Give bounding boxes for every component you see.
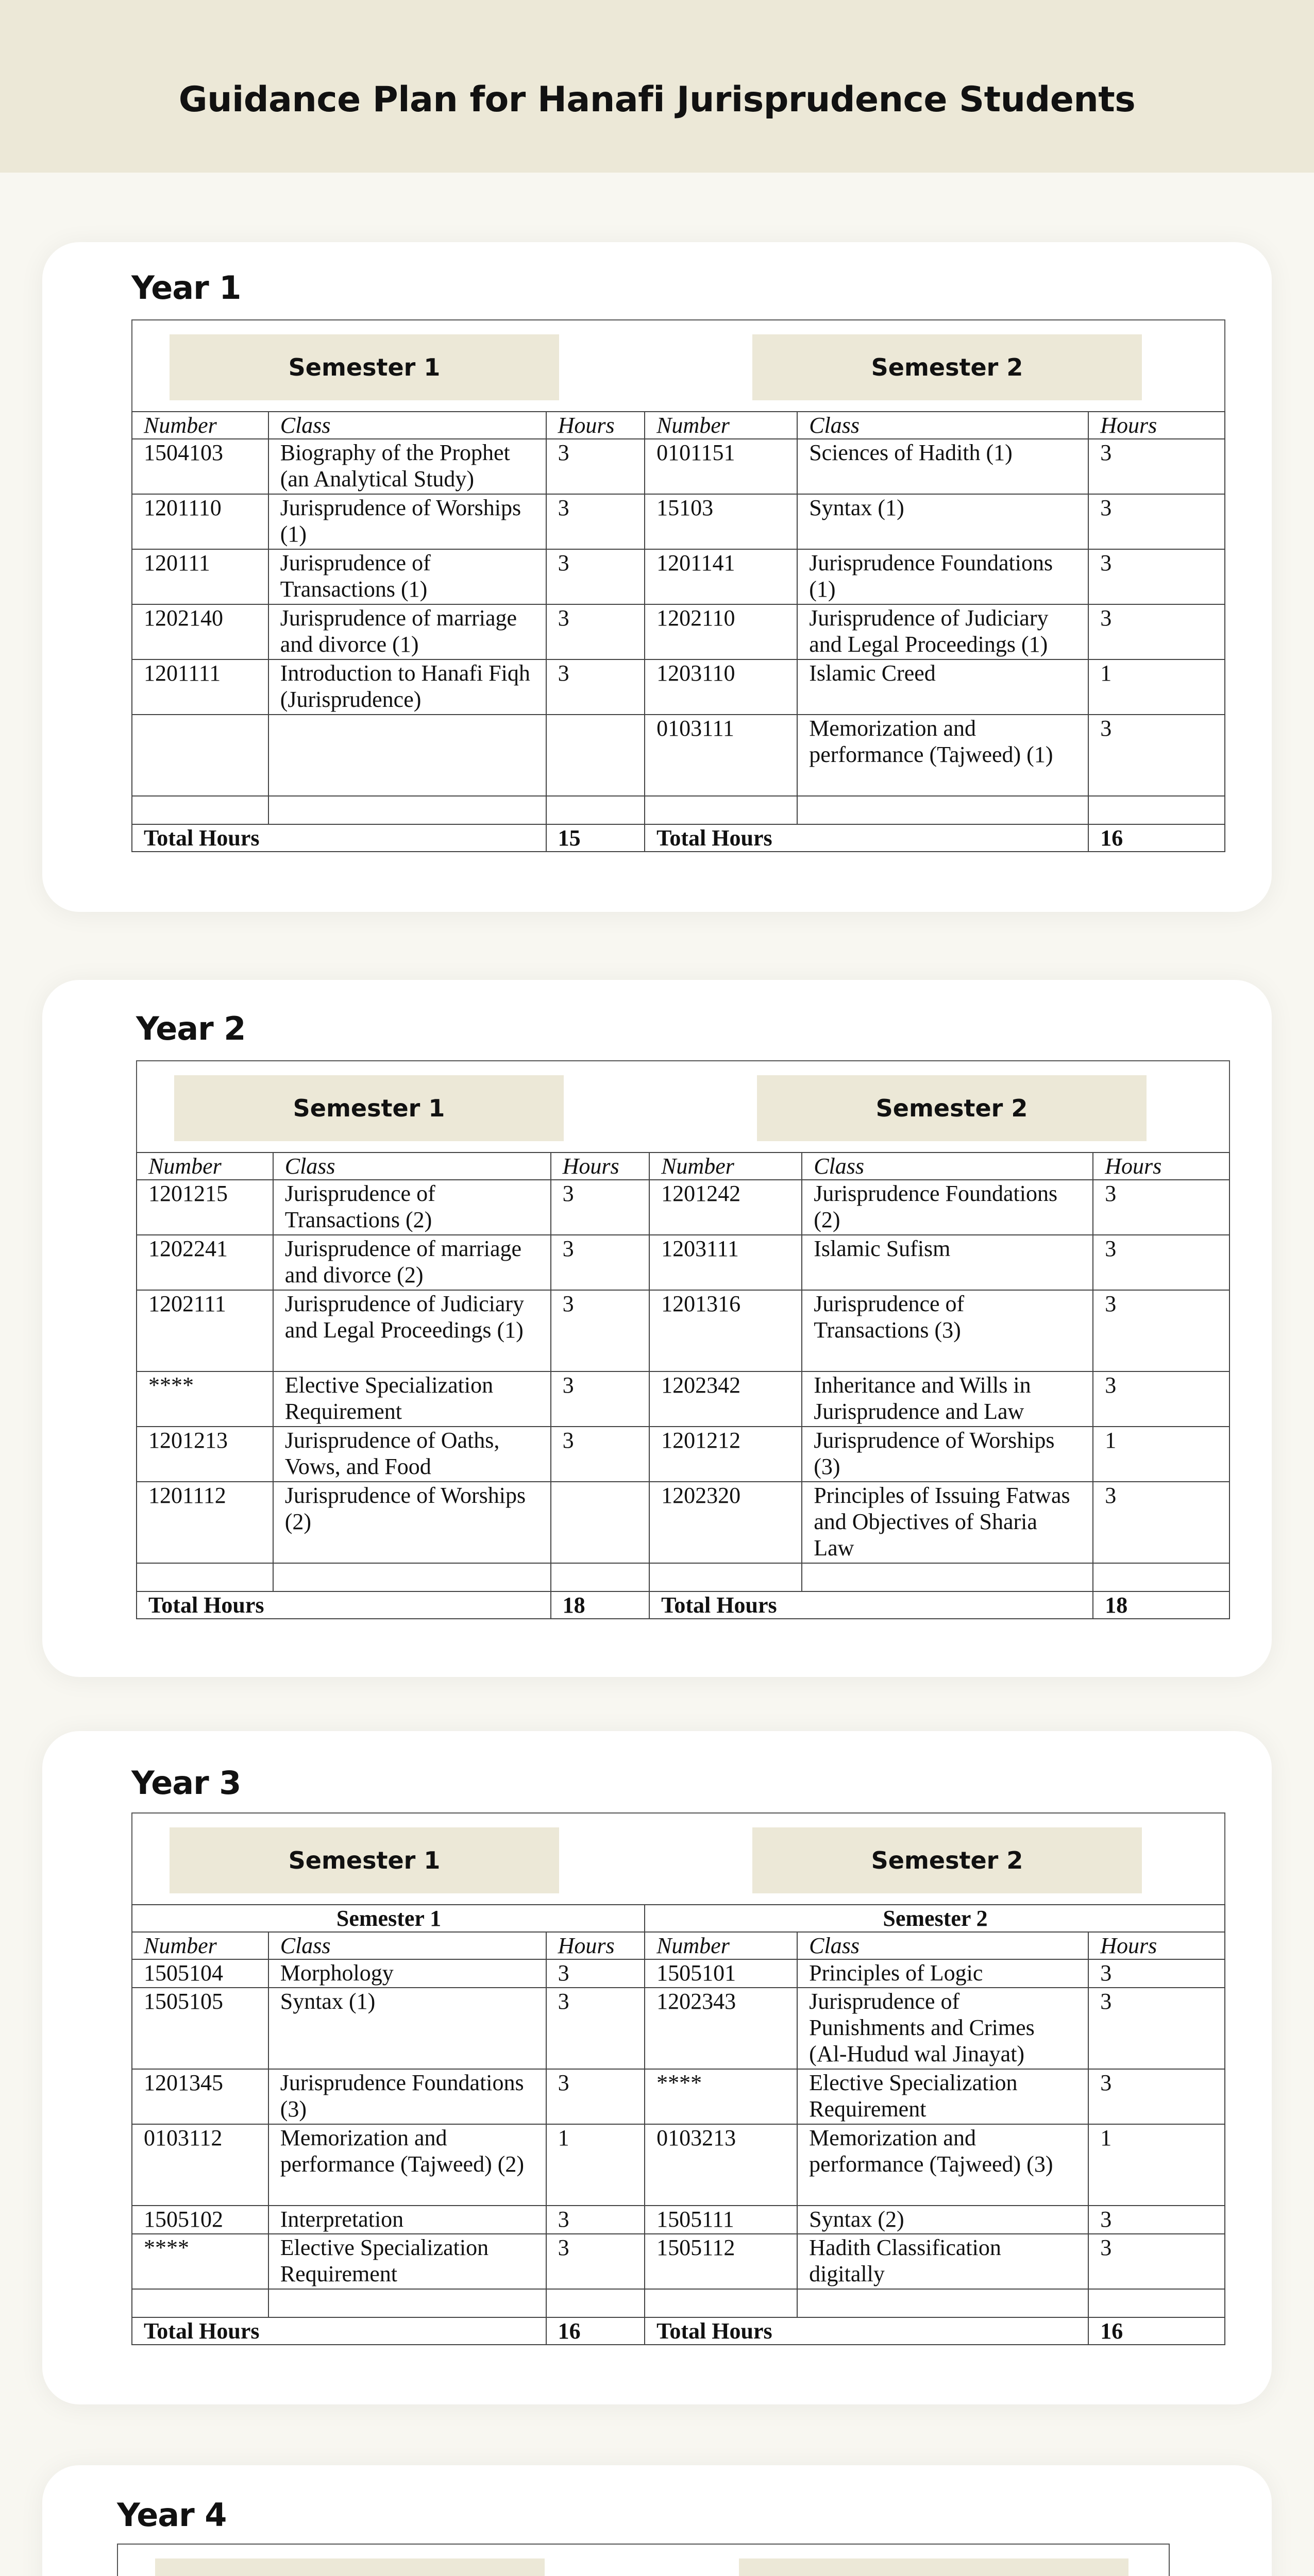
course-name: Elective Specialization Requirement [797,2069,1088,2124]
column-header-row [137,1153,1229,1180]
total-hours-value: 16 [546,2317,645,2345]
course-hours: 3 [1088,1959,1225,1988]
col-hours: Hours [551,1153,649,1180]
course-hours: 3 [1093,1180,1229,1235]
course-name: Principles of Logic [797,1959,1088,1988]
col-hours: Hours [546,412,645,439]
year-title: Year 1 [131,269,241,307]
course-number: 15103 [645,494,797,549]
course-hours: 3 [1088,439,1225,494]
column-header-row [132,412,1225,439]
course-number [645,2289,797,2317]
total-hours-row [132,2317,1225,2345]
col-number: Number [649,1153,802,1180]
course-name: Interpretation [268,2206,546,2234]
course-number: 1201112 [137,1482,273,1563]
course-number: 1201141 [645,549,797,604]
col-class: Class [797,1932,1088,1959]
page-header [0,0,1314,173]
course-hours [546,796,645,824]
course-name: Syntax (1) [797,494,1088,549]
year-1-card [42,242,1272,912]
course-number: 1202342 [649,1371,802,1427]
course-hours: 3 [546,2206,645,2234]
col-hours: Hours [546,1932,645,1959]
course-number: 1505102 [132,2206,268,2234]
course-name [797,796,1088,824]
course-number: 1201213 [137,1427,273,1482]
semester-1-heading: Semester 1 [174,1075,564,1141]
table-row [137,1427,1229,1482]
table-row [137,1180,1229,1235]
col-hours: Hours [1088,1932,1225,1959]
course-hours: 3 [551,1235,649,1290]
course-hours: 3 [546,494,645,549]
course-name: Sciences of Hadith (1) [797,439,1088,494]
semester-header-box [131,1812,1225,1905]
course-hours: 3 [1088,494,1225,549]
course-number: 1505101 [645,1959,797,1988]
col-hours: Hours [1093,1153,1229,1180]
course-name: Biography of the Prophet (an Analytical Study) [268,439,546,494]
course-name: Introduction to Hanafi Fiqh (Jurisprudence) [268,659,546,715]
course-hours: 3 [546,2069,645,2124]
table-row [132,1959,1225,1988]
table-row [132,604,1225,659]
course-hours: 3 [546,659,645,715]
year-3-card [42,1731,1272,2404]
course-name: Jurisprudence of Worships (3) [802,1427,1093,1482]
course-name: Jurisprudence of Transactions (3) [802,1290,1093,1371]
total-hours-label: Total Hours [649,1591,1093,1619]
course-hours [546,2289,645,2317]
course-hours: 1 [1093,1427,1229,1482]
course-name: Jurisprudence of Transactions (2) [273,1180,551,1235]
course-hours [551,1482,649,1563]
course-hours: 1 [546,2124,645,2206]
total-hours-row [132,824,1225,852]
course-number: 1202110 [645,604,797,659]
course-name: Jurisprudence of Worships (2) [273,1482,551,1563]
course-number: 1202241 [137,1235,273,1290]
col-number: Number [645,412,797,439]
year-title: Year 3 [131,1764,241,1802]
semester-2-heading: Semester 2 [757,1075,1147,1141]
page-title: Guidance Plan for Hanafi Jurisprudence Students [178,79,1136,120]
table-row [132,2289,1225,2317]
course-number: 1505104 [132,1959,268,1988]
course-name: Syntax (1) [268,1988,546,2069]
table-row [132,2069,1225,2124]
course-hours: 3 [546,1959,645,1988]
semester-1-heading: Semester 1 [170,1827,559,1893]
course-name: Elective Specialization Requirement [273,1371,551,1427]
course-number [649,1563,802,1591]
course-number: 1201110 [132,494,268,549]
course-name: Jurisprudence Foundations (1) [797,549,1088,604]
column-header-row [132,1932,1225,1959]
course-hours: 3 [1093,1290,1229,1371]
course-hours: 3 [546,604,645,659]
course-number: 1202320 [649,1482,802,1563]
course-number: 1202343 [645,1988,797,2069]
course-hours: 3 [1088,1988,1225,2069]
course-number: 0103213 [645,2124,797,2206]
total-hours-value: 18 [551,1591,649,1619]
year-2-card [42,980,1272,1677]
course-name: Syntax (2) [797,2206,1088,2234]
year-title: Year 2 [136,1010,246,1047]
course-number: **** [645,2069,797,2124]
col-number: Number [132,1932,268,1959]
course-number: 0103111 [645,715,797,796]
course-name: Principles of Issuing Fatwas and Objectives of Sharia Law [802,1482,1093,1563]
course-hours: 3 [1093,1482,1229,1563]
table-row [137,1563,1229,1591]
course-hours [1093,1563,1229,1591]
course-name: Memorization and performance (Tajweed) (2) [268,2124,546,2206]
table-row [132,2124,1225,2206]
course-name: Islamic Creed [797,659,1088,715]
course-hours [546,715,645,796]
table-row [132,2206,1225,2234]
course-hours: 3 [546,1988,645,2069]
table-row [132,439,1225,494]
total-hours-value: 18 [1093,1591,1229,1619]
total-hours-label: Total Hours [645,2317,1088,2345]
course-hours: 3 [1088,549,1225,604]
course-number: 1202111 [137,1290,273,1371]
course-number [132,715,268,796]
course-number: 1203111 [649,1235,802,1290]
semester-1-label: Semester 1 [132,1905,645,1932]
course-hours: 3 [1093,1371,1229,1427]
course-name: Jurisprudence of Worships (1) [268,494,546,549]
table-row [132,1988,1225,2069]
course-hours: 3 [1088,2234,1225,2289]
course-hours: 3 [1088,2206,1225,2234]
course-hours: 3 [1088,604,1225,659]
course-name: Elective Specialization Requirement [268,2234,546,2289]
course-name: Morphology [268,1959,546,1988]
course-name: Jurisprudence of Oaths, Vows, and Food [273,1427,551,1482]
semester-2-heading: Semester 2 [752,1827,1142,1893]
course-name: Jurisprudence of Transactions (1) [268,549,546,604]
col-number: Number [137,1153,273,1180]
course-number [137,1563,273,1591]
course-hours: 1 [1088,659,1225,715]
table-row [137,1482,1229,1563]
course-number: 1203110 [645,659,797,715]
col-class: Class [268,1932,546,1959]
total-hours-label: Total Hours [137,1591,551,1619]
table-row [132,494,1225,549]
semester-2-label: Semester 2 [645,1905,1225,1932]
course-name: Jurisprudence of marriage and divorce (2) [273,1235,551,1290]
course-number: 1505105 [132,1988,268,2069]
total-hours-label: Total Hours [132,2317,546,2345]
course-hours: 3 [1093,1235,1229,1290]
course-name [797,2289,1088,2317]
course-hours: 3 [546,2234,645,2289]
col-class: Class [273,1153,551,1180]
course-number: 1201111 [132,659,268,715]
table-row [132,715,1225,796]
semester-2-heading [739,2558,1128,2576]
course-number: 1202140 [132,604,268,659]
total-hours-value: 15 [546,824,645,852]
semester-1-heading: Semester 1 [170,334,559,400]
course-name: Jurisprudence of Judiciary and Legal Proceedings (1) [273,1290,551,1371]
col-hours: Hours [1088,412,1225,439]
course-number [132,796,268,824]
col-class: Class [268,412,546,439]
course-hours: 3 [551,1290,649,1371]
year-3-course-table [131,1904,1225,2345]
col-class: Class [802,1153,1093,1180]
year-title: Year 4 [117,2496,227,2534]
course-number: 1504103 [132,439,268,494]
total-hours-label: Total Hours [645,824,1088,852]
course-hours: 1 [1088,2124,1225,2206]
table-row [132,2234,1225,2289]
course-name: Memorization and performance (Tajweed) (3) [797,2124,1088,2206]
course-hours [1088,2289,1225,2317]
course-number [645,796,797,824]
semester-header-box [117,2544,1170,2576]
course-hours [551,1563,649,1591]
year-2-course-table [136,1152,1230,1619]
course-number: 1505112 [645,2234,797,2289]
course-number: **** [137,1371,273,1427]
table-row [132,659,1225,715]
course-name: Jurisprudence Foundations (3) [268,2069,546,2124]
total-hours-value: 16 [1088,824,1225,852]
course-number: 120111 [132,549,268,604]
total-hours-row [137,1591,1229,1619]
course-hours: 3 [546,439,645,494]
table-row [132,796,1225,824]
course-name: Hadith Classification digitally [797,2234,1088,2289]
total-hours-value: 16 [1088,2317,1225,2345]
course-name: Jurisprudence of Judiciary and Legal Proceedings (1) [797,604,1088,659]
col-number: Number [132,412,268,439]
semester-1-heading [155,2558,545,2576]
col-number: Number [645,1932,797,1959]
course-number: **** [132,2234,268,2289]
course-number: 1505111 [645,2206,797,2234]
course-hours: 3 [551,1427,649,1482]
course-number: 1201212 [649,1427,802,1482]
semester-2-heading: Semester 2 [752,334,1142,400]
course-hours: 3 [546,549,645,604]
table-row [137,1371,1229,1427]
course-number: 0103112 [132,2124,268,2206]
total-hours-label: Total Hours [132,824,546,852]
year-4-card [42,2465,1272,2576]
course-hours: 3 [551,1371,649,1427]
course-name: Jurisprudence Foundations (2) [802,1180,1093,1235]
semester-label-row [132,1905,1225,1932]
table-row [137,1235,1229,1290]
course-number: 1201215 [137,1180,273,1235]
course-name: Memorization and performance (Tajweed) (1) [797,715,1088,796]
course-hours: 3 [551,1180,649,1235]
course-number: 1201345 [132,2069,268,2124]
course-name [268,715,546,796]
course-name: Jurisprudence of marriage and divorce (1) [268,604,546,659]
table-row [137,1290,1229,1371]
col-class: Class [797,412,1088,439]
course-name [268,2289,546,2317]
course-hours: 3 [1088,715,1225,796]
table-row [132,549,1225,604]
course-name [268,796,546,824]
course-name [273,1563,551,1591]
course-name: Jurisprudence of Punishments and Crimes (Al-Hudud wal Jinayat) [797,1988,1088,2069]
course-number: 1201316 [649,1290,802,1371]
semester-header-box [136,1060,1230,1153]
course-hours: 3 [1088,2069,1225,2124]
course-number [132,2289,268,2317]
course-name: Islamic Sufism [802,1235,1093,1290]
course-name [802,1563,1093,1591]
year-1-course-table [131,411,1225,852]
course-hours [1088,796,1225,824]
semester-header-box [131,319,1225,412]
course-number: 0101151 [645,439,797,494]
course-name: Inheritance and Wills in Jurisprudence and Law [802,1371,1093,1427]
course-number: 1201242 [649,1180,802,1235]
